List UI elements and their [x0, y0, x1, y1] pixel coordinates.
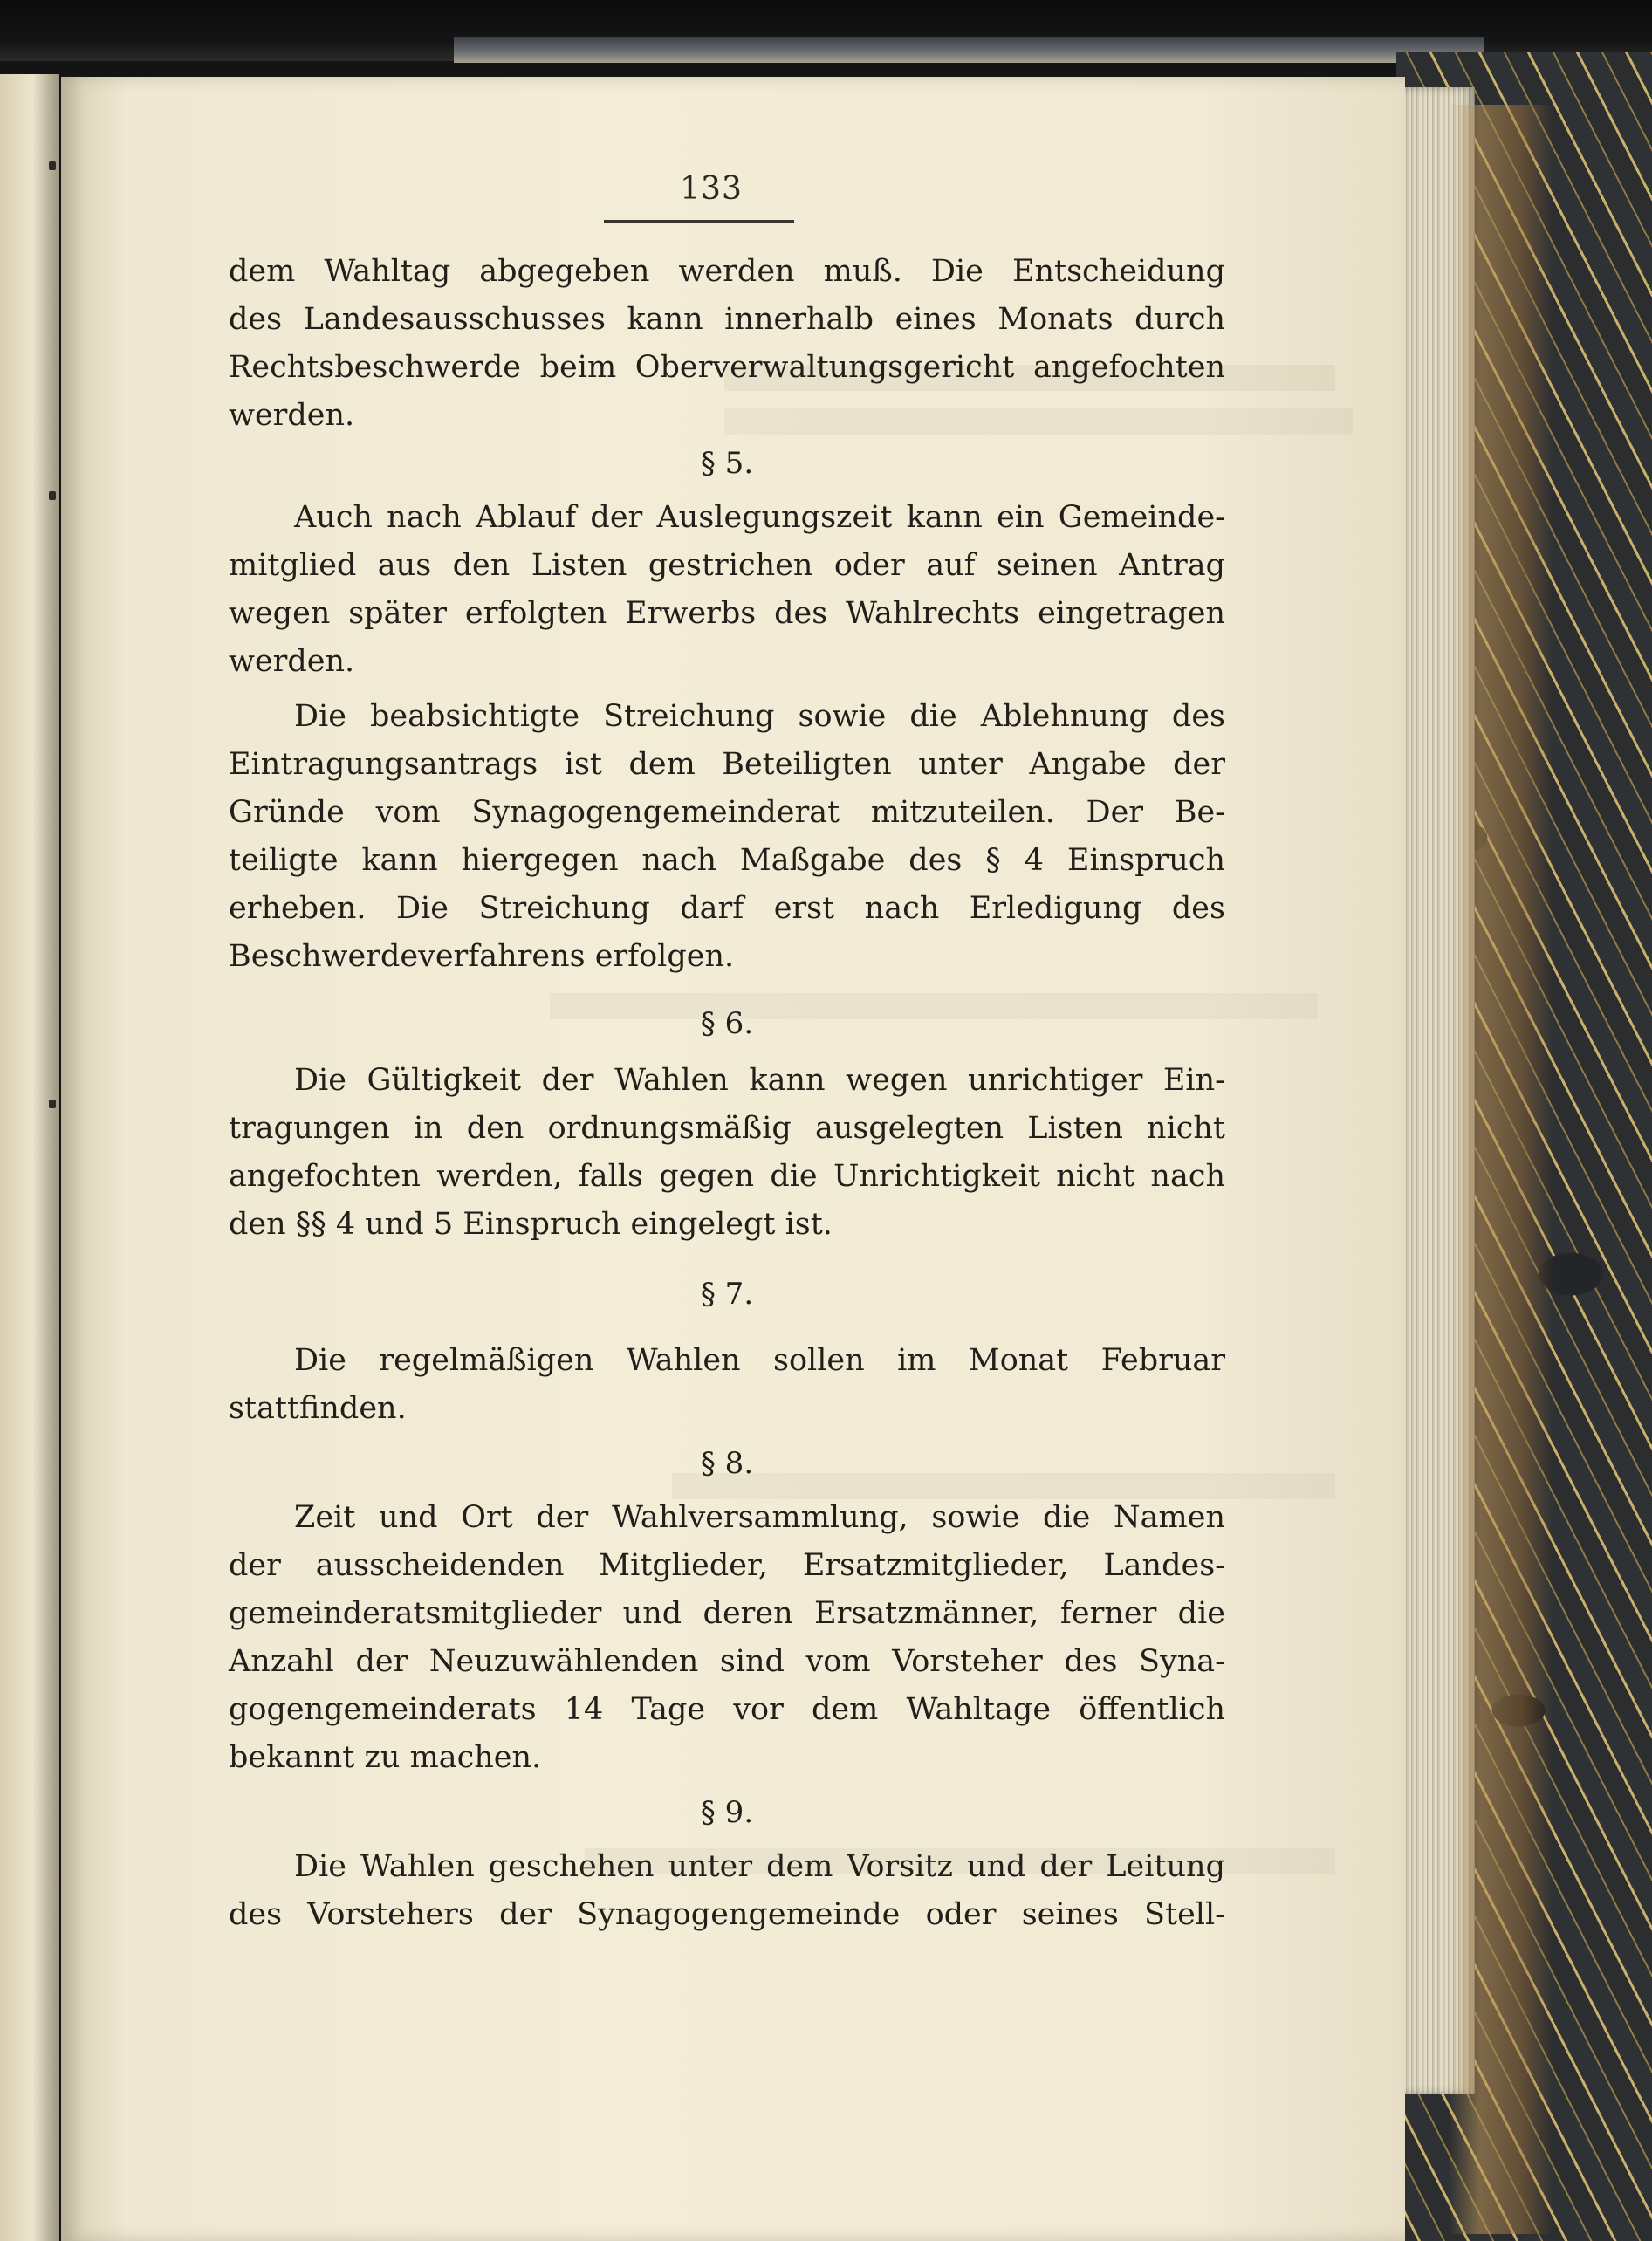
- text-line: angefochten werden, falls gegen die Unrichtigkeit nicht nach: [229, 1159, 1225, 1194]
- text-line: werden.: [229, 644, 355, 679]
- text-line: gemeinderatsmitglieder und deren Ersatzmänner, ferner die: [229, 1596, 1225, 1631]
- text-line: Die beabsichtigte Streichung sowie die Ablehnung des: [294, 699, 1225, 734]
- text-line: der ausscheidenden Mitglieder, Ersatzmitglieder, Landes-: [229, 1548, 1225, 1583]
- text-line: den §§ 4 und 5 Einspruch eingelegt ist.: [229, 1207, 833, 1242]
- text-line: erheben. Die Streichung darf erst nach Erledigung des: [229, 891, 1225, 926]
- text-line: Die Gültigkeit der Wahlen kann wegen unrichtiger Ein-: [294, 1063, 1225, 1098]
- text-line: Auch nach Ablauf der Auslegungszeit kann ein Gemeinde-: [294, 500, 1225, 535]
- page-number-rule: [604, 220, 794, 223]
- text-line: Die Wahlen geschehen unter dem Vorsitz und der Leitung: [294, 1849, 1225, 1884]
- text-line: werden.: [229, 398, 355, 433]
- left-page-mark: [49, 161, 56, 170]
- text-line: Die regelmäßigen Wahlen sollen im Monat Februar: [294, 1343, 1225, 1378]
- text-line: teiligte kann hiergegen nach Maßgabe des § 4 Einspruch: [229, 843, 1225, 878]
- text-line: tragungen in den ordnungsmäßig ausgelegten Listen nicht: [229, 1111, 1225, 1146]
- text-line: Eintragungsantrags ist dem Beteiligten unter Angabe der: [229, 747, 1225, 782]
- text-line: des Vorstehers der Synagogengemeinde oder seines Stell-: [229, 1897, 1225, 1932]
- text-line: wegen später erfolgten Erwerbs des Wahlrechts eingetragen: [229, 596, 1225, 631]
- text-line: bekannt zu machen.: [229, 1740, 542, 1775]
- text-line: Rechtsbeschwerde beim Oberverwaltungsgericht angefochten: [229, 350, 1225, 385]
- section-heading-5: § 5.: [700, 446, 754, 481]
- text-line: gogengemeinderats 14 Tage vor dem Wahltage öffentlich: [229, 1692, 1225, 1727]
- section-heading-8: § 8.: [700, 1446, 754, 1481]
- text-line: stattfinden.: [229, 1391, 407, 1426]
- left-page-mark: [49, 491, 56, 500]
- show-through-shadow: [724, 408, 1353, 435]
- page-number: 133: [680, 171, 743, 207]
- text-line: Anzahl der Neuzuwählenden sind vom Vorsteher des Syna-: [229, 1644, 1225, 1679]
- left-page-sliver: [0, 74, 59, 2241]
- text-line: Beschwerdeverfahrens erfolgen.: [229, 939, 735, 974]
- text-line: Zeit und Ort der Wahlversammlung, sowie die Namen: [294, 1500, 1225, 1535]
- text-line: dem Wahltag abgegeben werden muß. Die Entscheidung: [229, 254, 1225, 289]
- section-heading-7: § 7.: [700, 1277, 754, 1312]
- text-line: des Landesausschusses kann innerhalb eines Monats durch: [229, 302, 1225, 337]
- left-page-mark: [49, 1100, 56, 1108]
- section-heading-9: § 9.: [700, 1795, 754, 1830]
- section-heading-6: § 6.: [700, 1006, 754, 1041]
- text-line: mitglied aus den Listen gestrichen oder auf seinen Antrag: [229, 548, 1225, 583]
- text-line: Gründe vom Synagogengemeinderat mitzuteilen. Der Be-: [229, 795, 1225, 830]
- leather-binding-edge: [1449, 105, 1553, 2234]
